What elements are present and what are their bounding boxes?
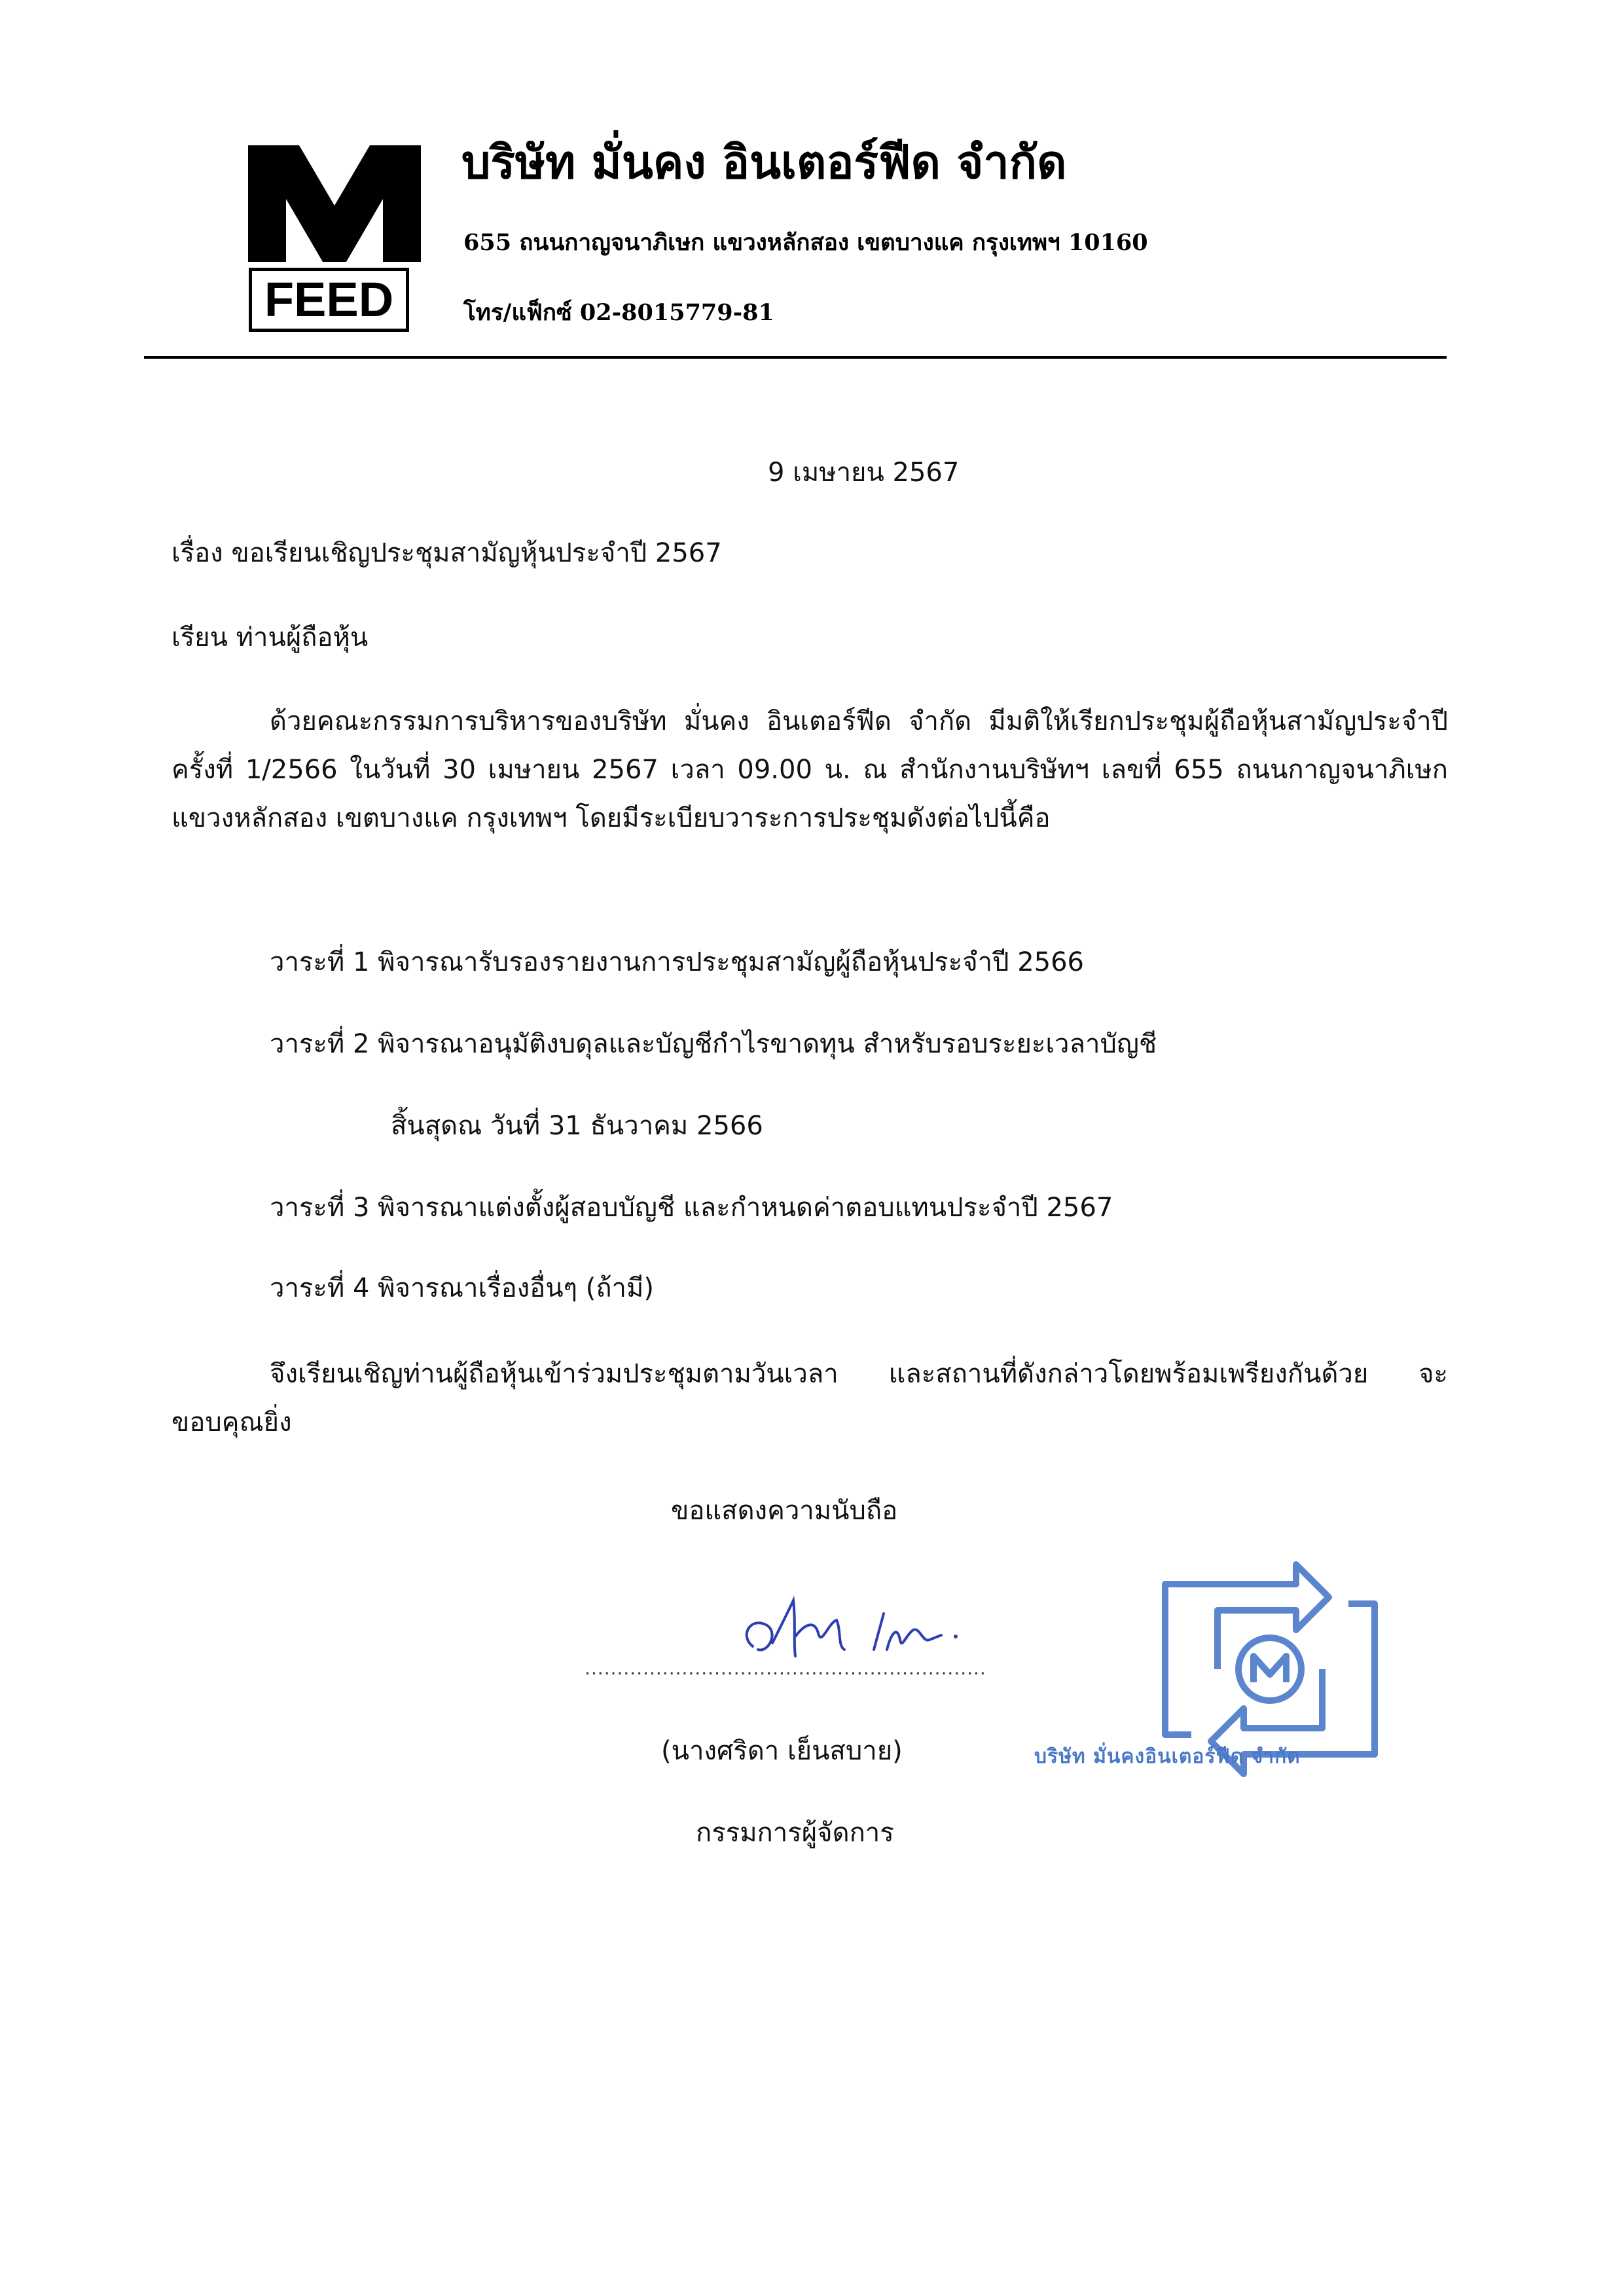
agenda-item-2: วาระที่ 2 พิจารณาอนุมัติงบดุลและบัญชีกำไรขาดทุน สำหรับรอบระยะเวลาบัญชี: [270, 1029, 1157, 1059]
company-address: 655 ถนนกาญจนาภิเษก แขวงหลักสอง เขตบางแค กรุงเทพฯ 10160: [463, 229, 1148, 256]
handwritten-signature: [733, 1584, 995, 1669]
letter-date: 9 เมษายน 2567: [768, 458, 960, 488]
letter-subject: เรื่อง ขอเรียนเชิญประชุมสามัญหุ้นประจำปี 2567: [171, 538, 722, 568]
signer-name: (นางศริดา เย็นสบาย): [661, 1736, 903, 1766]
agenda-item-1: วาระที่ 1 พิจารณารับรองรายงานการประชุมสามัญผู้ถือหุ้นประจำปี 2566: [270, 947, 1085, 977]
company-logo-feed: FEED: [249, 268, 409, 332]
valediction: ขอแสดงความนับถือ: [671, 1496, 898, 1526]
company-stamp-text: บริษัท มั่นคงอินเตอร์ฟีด จำกัด: [1034, 1745, 1301, 1768]
signature-line: ..............................................................: [585, 1657, 986, 1679]
agenda-item-4: วาระที่ 4 พิจารณาเรื่องอื่นๆ (ถ้ามี): [270, 1273, 654, 1303]
letter-salutation: เรียน ท่านผู้ถือหุ้น: [171, 623, 369, 653]
agenda-item-3: วาระที่ 3 พิจารณาแต่งตั้งผู้สอบบัญชี และกำหนดค่าตอบแทนประจำปี 2567: [270, 1193, 1113, 1223]
header-divider: [144, 356, 1447, 359]
closing-paragraph: จึงเรียนเชิญท่านผู้ถือหุ้นเข้าร่วมประชุมตามวันเวลา และสถานที่ดังกล่าวโดยพร้อมเพรียงกันด้วย จะขอบคุณยิ่ง: [171, 1359, 1448, 1437]
company-logo-m: [248, 145, 421, 262]
agenda-item-2-continued: สิ้นสุดณ วันที่ 31 ธันวาคม 2566: [391, 1111, 763, 1141]
company-phone: โทร/แฟ็กซ์ 02-8015779-81: [463, 299, 774, 326]
intro-paragraph: ด้วยคณะกรรมการบริหารของบริษัท มั่นคง อินเตอร์ฟีด จำกัด มีมติให้เรียกประชุมผู้ถือหุ้นสามัญประจำปี ครั้งที่ 1/2566 ในวันที่ 30 เมษายน 2567 เวลา 09.00 น. ณ สำนักงานบริษัทฯ เลขที่ 655 ถนนกาญจนาภิเษก แขวงหลักสอง เขตบางแค กรุงเทพฯ โดยมีระเบียบวาระการประชุมดังต่อไปนี้คือ: [171, 706, 1449, 833]
company-name: บริษัท มั่นคง อินเตอร์ฟีด จำกัด: [461, 135, 1067, 189]
signer-title: กรรมการผู้จัดการ: [696, 1818, 894, 1848]
